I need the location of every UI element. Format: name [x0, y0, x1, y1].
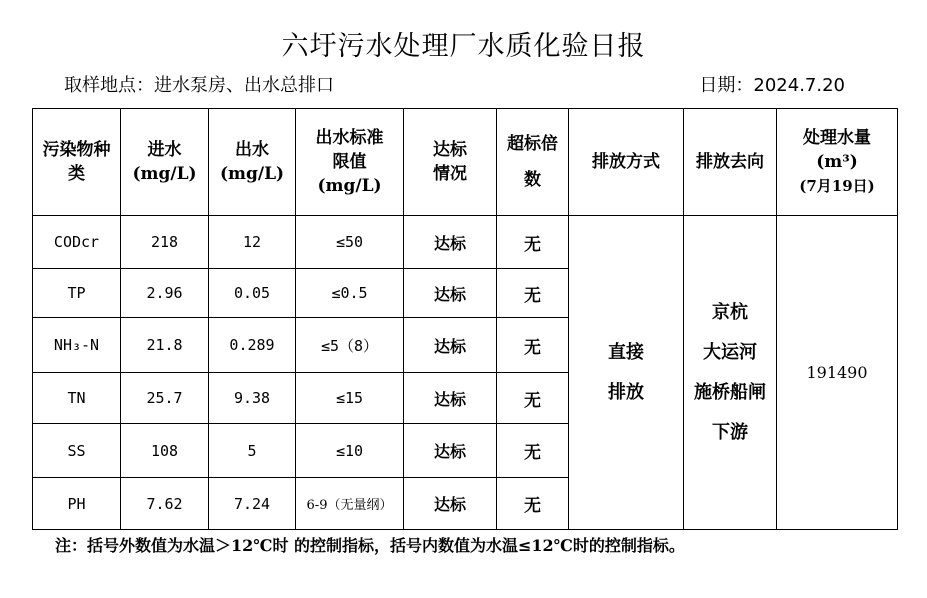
pollutant-cell: CODcr: [33, 216, 121, 269]
effluent-cell: 5: [209, 424, 296, 478]
header-pollutant: 污染物种类: [33, 109, 121, 216]
exceed-cell: 无: [497, 373, 569, 424]
influent-cell: 218: [121, 216, 209, 269]
compliance-cell: 达标: [404, 318, 497, 373]
header-discharge-direction: 排放去向: [684, 109, 777, 216]
influent-cell: 21.8: [121, 318, 209, 373]
standard-cell: ≤5（8）: [296, 318, 404, 373]
compliance-cell: 达标: [404, 269, 497, 318]
standard-cell: 6-9（无量纲）: [296, 478, 404, 530]
standard-cell: ≤50: [296, 216, 404, 269]
header-influent: 进水 (mg/L): [121, 109, 209, 216]
footnote: 注：括号外数值为水温＞12℃时 的控制指标，括号内数值为水温≤12℃时的控制指标。: [55, 536, 685, 555]
pollutant-cell: SS: [33, 424, 121, 478]
compliance-cell: 达标: [404, 216, 497, 269]
compliance-cell: 达标: [404, 373, 497, 424]
table-row: [33, 216, 898, 269]
discharge-method-cell: 直接 排放: [569, 216, 684, 530]
treated-volume-cell: 191490: [777, 216, 898, 530]
header-standard: 出水标准限值 (mg/L): [296, 109, 404, 216]
pollutant-cell: TN: [33, 373, 121, 424]
influent-cell: 2.96: [121, 269, 209, 318]
header-effluent: 出水 (mg/L): [209, 109, 296, 216]
exceed-cell: 无: [497, 216, 569, 269]
compliance-cell: 达标: [404, 478, 497, 530]
pollutant-cell: TP: [33, 269, 121, 318]
water-quality-table: [32, 108, 898, 530]
pollutant-cell: NH₃-N: [33, 318, 121, 373]
effluent-cell: 9.38: [209, 373, 296, 424]
effluent-cell: 7.24: [209, 478, 296, 530]
report-title: 六圩污水处理厂水质化验日报: [281, 31, 646, 62]
header-row: [33, 109, 898, 216]
exceed-cell: 无: [497, 424, 569, 478]
effluent-cell: 0.05: [209, 269, 296, 318]
report-date: 日期：2024.7.20: [699, 75, 845, 96]
effluent-cell: 12: [209, 216, 296, 269]
standard-cell: ≤0.5: [296, 269, 404, 318]
discharge-direction-cell: 京杭 大运河 施桥船闸 下游: [684, 216, 777, 530]
header-exceed: 超标倍数: [497, 109, 569, 216]
exceed-cell: 无: [497, 478, 569, 530]
header-discharge-method: 排放方式: [569, 109, 684, 216]
exceed-cell: 无: [497, 269, 569, 318]
exceed-cell: 无: [497, 318, 569, 373]
influent-cell: 25.7: [121, 373, 209, 424]
header-volume: 处理水量 (m³) (7月19日): [777, 109, 898, 216]
effluent-cell: 0.289: [209, 318, 296, 373]
header-compliance: 达标情况: [404, 109, 497, 216]
pollutant-cell: PH: [33, 478, 121, 530]
compliance-cell: 达标: [404, 424, 497, 478]
influent-cell: 108: [121, 424, 209, 478]
standard-cell: ≤10: [296, 424, 404, 478]
standard-cell: ≤15: [296, 373, 404, 424]
sampling-location: 取样地点：进水泵房、出水总排口: [64, 75, 334, 96]
influent-cell: 7.62: [121, 478, 209, 530]
